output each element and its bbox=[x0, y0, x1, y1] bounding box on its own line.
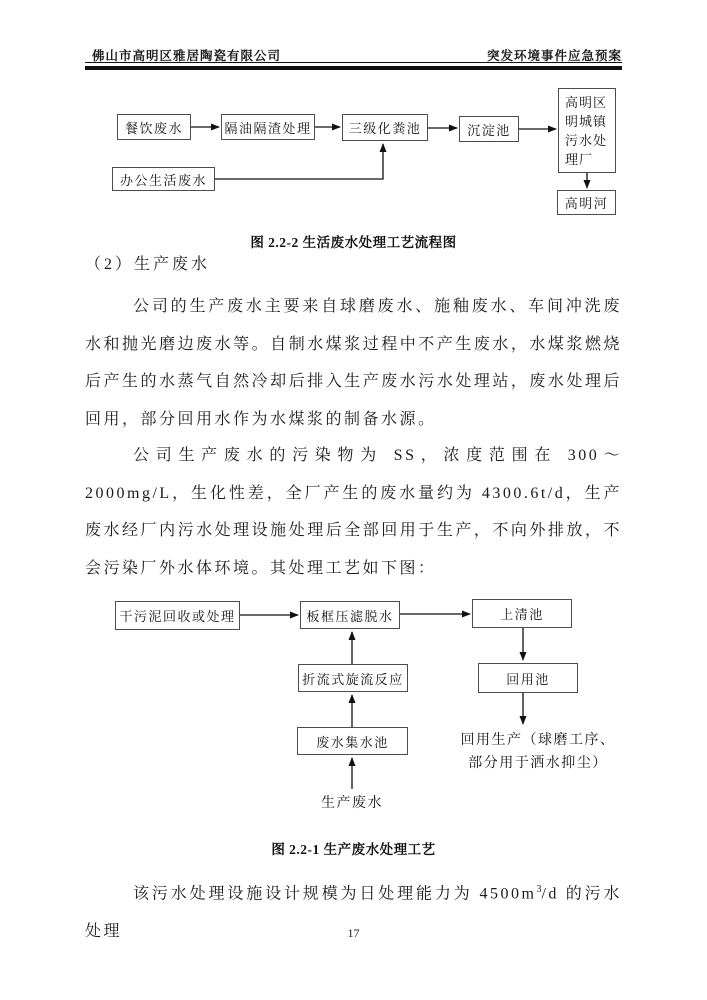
page-number: 17 bbox=[347, 926, 360, 940]
flow-label-reuse-line2: 部分用于洒水抑尘） bbox=[468, 756, 608, 771]
flow-box-dry-sludge-recovery: 干污泥回收或处理 bbox=[115, 601, 240, 630]
arrow-office-to-septic bbox=[215, 144, 383, 179]
header-rule-thin bbox=[85, 62, 622, 63]
paragraph-production-sources: 公司的生产废水主要来自球磨废水、施釉废水、车间冲洗废水和抛光磨边废水等。自制水煤浆过程中不产生废水，水煤浆燃烧后产生的水蒸气自然冷却后排入生产废水污水处理站，废水处理后回用，部分回用水作为水煤浆的制备水源。 bbox=[85, 298, 622, 428]
flow-box-sedimentation-tank: 沉淀池 bbox=[459, 116, 519, 142]
flow-box-oil-separation: 隔油隔渣处理 bbox=[221, 114, 315, 140]
flow-box-filter-press-dewatering: 板框压滤脱水 bbox=[300, 601, 400, 629]
flow-box-reuse-pool: 回用池 bbox=[478, 663, 578, 693]
figure-caption-production: 图 2.2-1 生产废水处理工艺 bbox=[271, 842, 436, 857]
flow-box-septic-tank: 三级化粪池 bbox=[342, 114, 428, 141]
design-capacity-text-after: /d 的污水处理 bbox=[85, 885, 622, 940]
paragraph-pollutant-concentration: 公司生产废水的污染物为 SS，浓度范围在 300～2000mg/L，生化性差，全厂产生的废水量约为 4300.6t/d，生产废水经厂内污水处理设施处理后全部回用于生产，不向外排放，不会污染厂外水体环境。其处理工艺如下图： bbox=[85, 447, 622, 577]
header-rule-thick bbox=[85, 66, 622, 70]
header-company-name: 佛山市高明区雅居陶瓷有限公司 bbox=[92, 49, 282, 63]
flow-box-wastewater-collection-pool: 废水集水池 bbox=[297, 727, 408, 755]
figure-caption-domestic: 图 2.2-2 生活废水处理工艺流程图 bbox=[250, 235, 457, 250]
flow-box-treatment-plant: 高明区明城镇污水处理厂 bbox=[558, 88, 616, 173]
flow-box-baffled-cyclone-reactor: 折流式旋流反应 bbox=[298, 664, 408, 692]
section-heading-production-wastewater: （2）生产废水 bbox=[85, 256, 211, 273]
flow-label-reuse-line1: 回用生产（球磨工序、 bbox=[460, 733, 616, 748]
flow-label-production-wastewater-source: 生产废水 bbox=[321, 796, 383, 811]
flow-box-canteen-wastewater: 餐饮废水 bbox=[117, 114, 191, 140]
flow-box-office-domestic-wastewater: 办公生活废水 bbox=[112, 167, 215, 191]
header-doc-title: 突发环境事件应急预案 bbox=[486, 49, 622, 63]
flow-box-gaoming-river: 高明河 bbox=[557, 190, 616, 215]
flow-box-supernatant-pool: 上清池 bbox=[472, 599, 572, 628]
design-capacity-text-before: 该污水处理设施设计规模为日处理能力为 4500m bbox=[133, 885, 537, 903]
flow-label-reuse-production bbox=[438, 729, 638, 775]
cubic-meter-superscript: 3 bbox=[536, 884, 542, 895]
